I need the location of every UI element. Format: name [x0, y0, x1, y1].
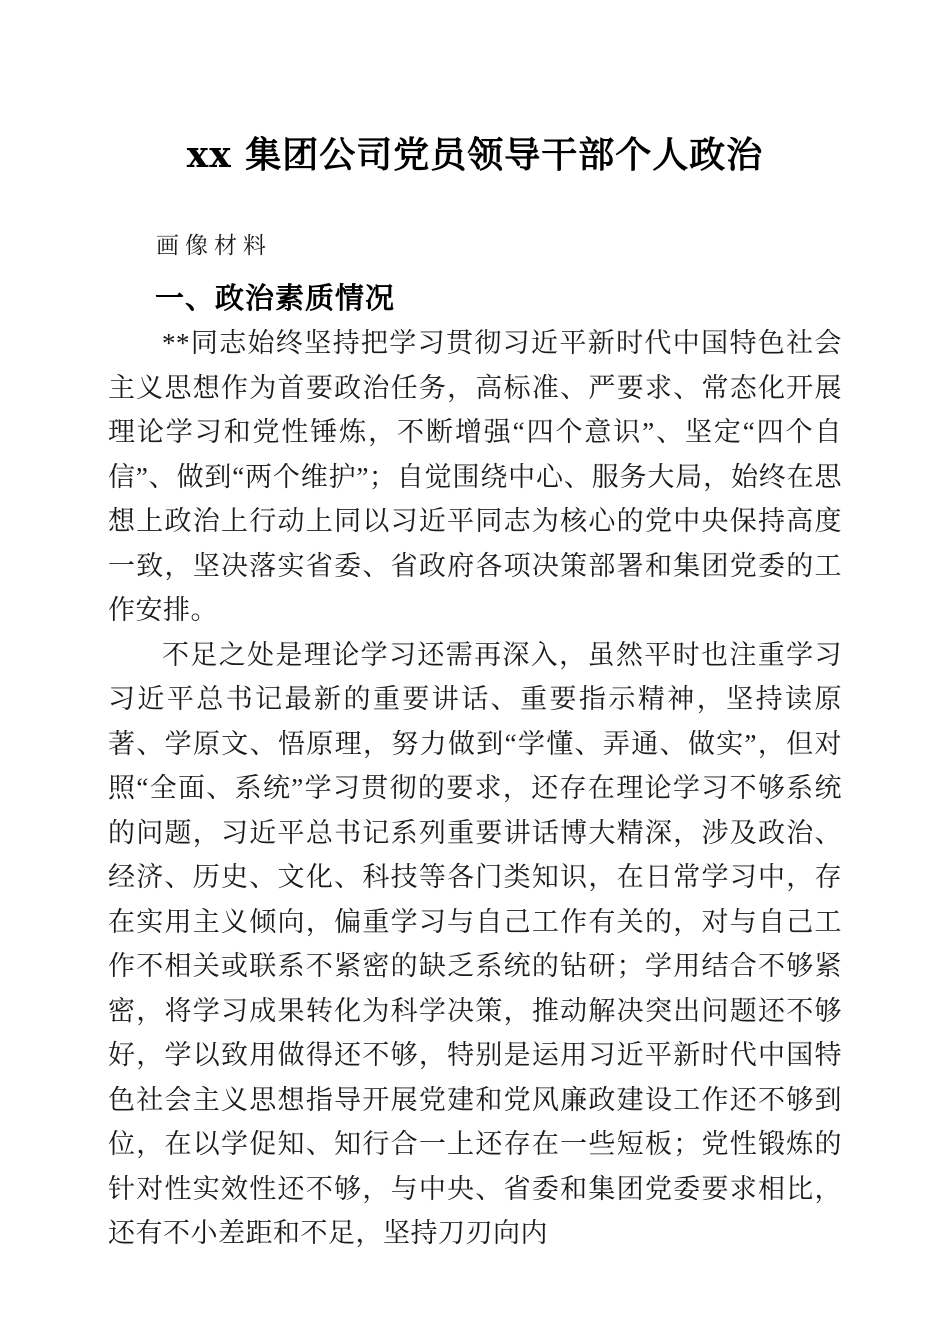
- paragraph: **同志始终坚持把学习贯彻习近平新时代中国特色社会主义思想作为首要政治任务，高标准、严要求、常态化开展理论学习和党性锤炼，不断增强“四个意识”、坚定“四个自信”、做到“两个维护”；自觉围绕中心、服务大局，始终在思想上政治上行动上同以习近平同志为核心的党中央保持高度一致，坚决落实省委、省政府各项决策部署和集团党委的工作安排。: [108, 328, 842, 625]
- document-title: xx 集团公司党员领导干部个人政治: [186, 134, 764, 176]
- document-subtitle: 画像材料: [156, 233, 272, 258]
- paragraph: 不足之处是理论学习还需再深入，虽然平时也注重学习习近平总书记最新的重要讲话、重要指示精神，坚持读原著、学原文、悟原理，努力做到“学懂、弄通、做实”，但对照“全面、系统”学习贯彻的要求，还存在理论学习不够系统的问题，习近平总书记系列重要讲话博大精深，涉及政治、经济、历史、文化、科技等各门类知识，在日常学习中，存在实用主义倾向，偏重学习与自己工作有关的，对与自己工作不相关或联系不紧密的缺乏系统的钻研；学用结合不够紧密，将学习成果转化为科学决策，推动解决突出问题还不够好，学以致用做得还不够，特别是运用习近平新时代中国特色社会主义思想指导开展党建和党风廉政建设工作还不够到位，在以学促知、知行合一上还存在一些短板；党性锻炼的针对性实效性还不够，与中央、省委和集团党委要求相比，还有不小差距和不足，坚持刀刃向内: [108, 639, 842, 1248]
- section-heading: 一、政治素质情况: [155, 281, 396, 315]
